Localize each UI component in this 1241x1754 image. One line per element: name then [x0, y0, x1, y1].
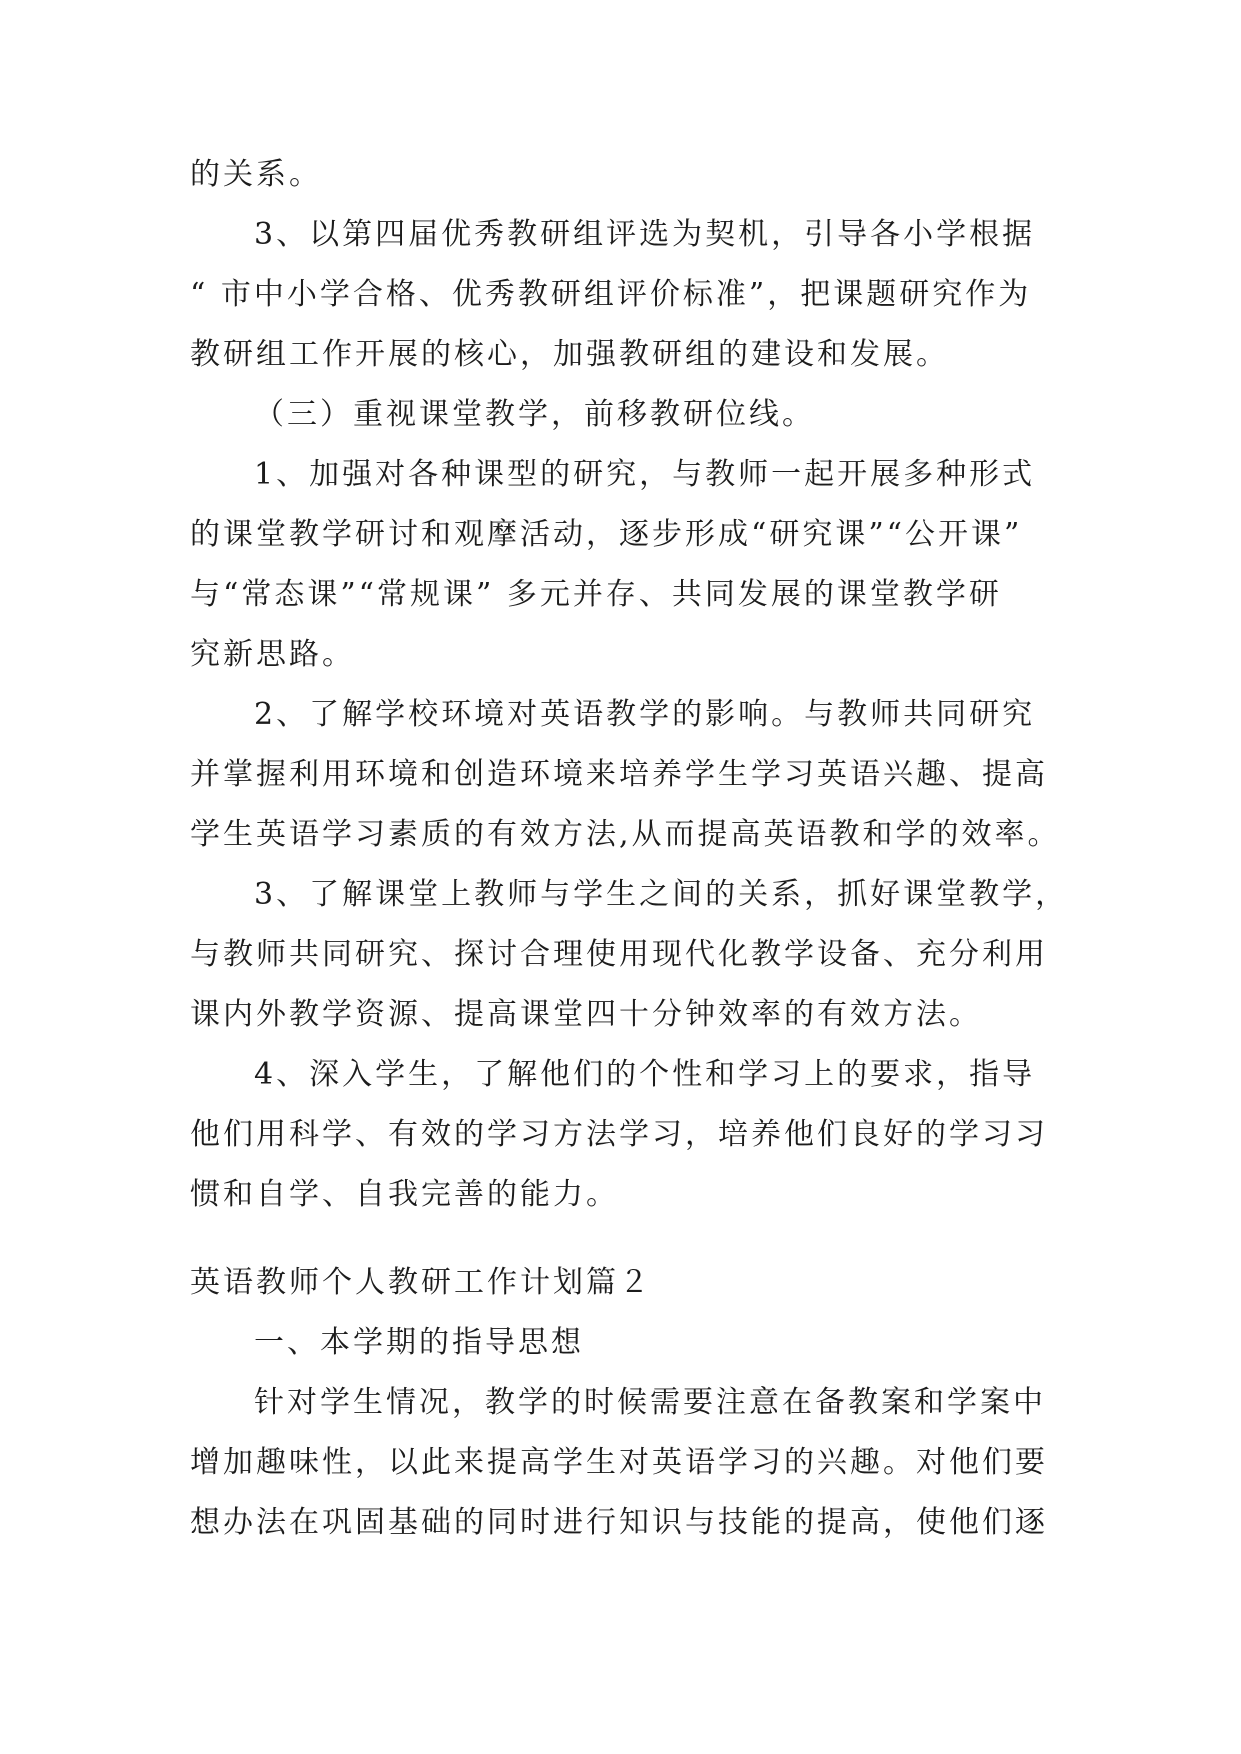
text-line: 3、以第四届优秀教研组评选为契机，引导各小学根据	[254, 217, 1036, 252]
text-line: 针对学生情况，教学的时候需要注意在备教案和学案中	[254, 1385, 1046, 1420]
text-line: 惯和自学、自我完善的能力。	[190, 1177, 619, 1212]
section-title: 英语教师个人教研工作计划篇２	[190, 1265, 652, 1300]
text-line: 与“常态课”“常规课” 多元并存、共同发展的课堂教学研	[190, 577, 1002, 612]
text-line: 他们用科学、有效的学习方法学习，培养他们良好的学习习	[190, 1117, 1048, 1152]
text-line: 增加趣味性，以此来提高学生对英语学习的兴趣。对他们要	[190, 1445, 1048, 1480]
body-text-part-2	[190, 1253, 1052, 1553]
text-line: 学生英语学习素质的有效方法,从而提高英语教和学的效率。	[190, 817, 1061, 852]
text-line: 的课堂教学研讨和观摩活动，逐步形成“研究课”“公开课”	[190, 517, 1023, 552]
text-line: 并掌握利用环境和创造环境来培养学生学习英语兴趣、提高	[190, 757, 1048, 792]
text-line: 2、了解学校环境对英语教学的影响。与教师共同研究	[254, 697, 1036, 732]
text-line: 究新思路。	[190, 637, 355, 672]
text-line: 4、深入学生，了解他们的个性和学习上的要求，指导	[254, 1057, 1036, 1092]
text-line: “ 市中小学合格、优秀教研组评价标准”，把课题研究作为	[190, 277, 1032, 312]
subheading-line: 一、本学期的指导思想	[254, 1325, 584, 1360]
text-line: 想办法在巩固基础的同时进行知识与技能的提高，使他们逐	[190, 1505, 1048, 1540]
text-line: 教研组工作开展的核心，加强教研组的建设和发展。	[190, 337, 949, 372]
text-line: 3、了解课堂上教师与学生之间的关系，抓好课堂教学，	[254, 877, 1069, 912]
text-line: 课内外教学资源、提高课堂四十分钟效率的有效方法。	[190, 997, 982, 1032]
text-line: 1、加强对各种课型的研究，与教师一起开展多种形式	[254, 457, 1036, 492]
text-line: 与教师共同研究、探讨合理使用现代化教学设备、充分利用	[190, 937, 1048, 972]
body-text-part-1	[190, 145, 1069, 1225]
subheading-line: （三）重视课堂教学，前移教研位线。	[254, 397, 815, 432]
text-line: 的关系。	[190, 157, 322, 192]
